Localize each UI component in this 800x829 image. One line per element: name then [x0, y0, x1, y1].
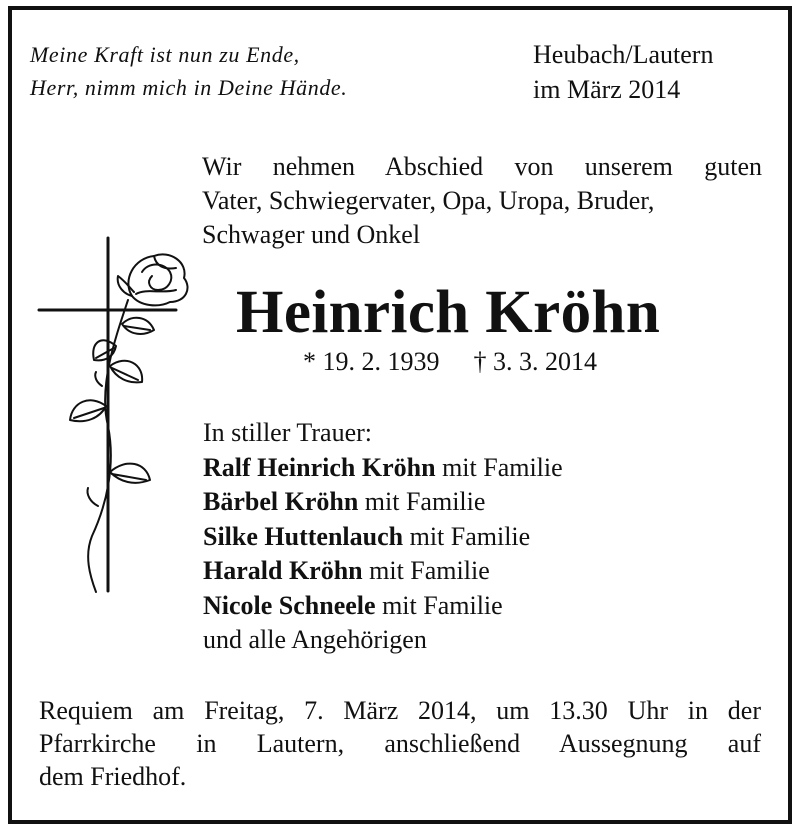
- mourner-name: Harald Kröhn: [203, 556, 363, 585]
- verse: [30, 38, 347, 104]
- birth-date: * 19. 2. 1939: [303, 347, 440, 376]
- deceased-name: Heinrich Kröhn: [236, 279, 661, 346]
- mourner-name: Silke Huttenlauch: [203, 521, 404, 551]
- mourner-name: Bärbel Kröhn: [203, 487, 359, 516]
- list-item: [203, 485, 563, 520]
- mourner-suffix: mit Familie: [364, 487, 486, 516]
- mourners-heading: In stiller Trauer:: [203, 418, 372, 447]
- requiem-line-3: dem Friedhof.: [39, 762, 187, 791]
- mourner-name: Ralf Heinrich Kröhn: [203, 452, 436, 482]
- verse-line-2: Herr, nimm mich in Deine Hände.: [30, 75, 348, 100]
- place-date: [533, 37, 713, 107]
- cross-with-rose-icon: [36, 236, 196, 596]
- list-item: [203, 589, 563, 624]
- life-dates: [303, 345, 597, 379]
- death-date: † 3. 3. 2014: [473, 347, 597, 376]
- requiem-info: [39, 694, 761, 793]
- mourner-name: Nicole Schneele: [203, 590, 376, 620]
- mourner-suffix: mit Familie: [409, 521, 531, 551]
- requiem-line-1: Requiem am Freitag, 7. März 2014, um 13.30 Uhr in der: [39, 696, 761, 725]
- verse-line-1: Meine Kraft ist nun zu Ende,: [30, 42, 300, 67]
- intro-line-1: Wir nehmen Abschied von unserem guten: [202, 152, 762, 181]
- date: im März 2014: [533, 75, 681, 104]
- list-item: [203, 520, 563, 555]
- intro-text: [202, 150, 762, 252]
- mourners-closing: und alle Angehörigen: [203, 625, 427, 654]
- mourners-list: [203, 416, 563, 658]
- mourner-suffix: mit Familie: [442, 452, 563, 482]
- mourner-suffix: mit Familie: [382, 590, 503, 620]
- list-item: [203, 554, 563, 589]
- mourner-suffix: mit Familie: [369, 556, 490, 585]
- intro-line-2: Vater, Schwiegervater, Opa, Uropa, Bruder,: [202, 186, 655, 215]
- intro-line-3: Schwager und Onkel: [202, 220, 421, 249]
- list-item: [203, 451, 563, 486]
- requiem-line-2: Pfarrkirche in Lautern, anschließend Aussegnung auf: [39, 729, 761, 758]
- place: Heubach/Lautern: [533, 40, 714, 69]
